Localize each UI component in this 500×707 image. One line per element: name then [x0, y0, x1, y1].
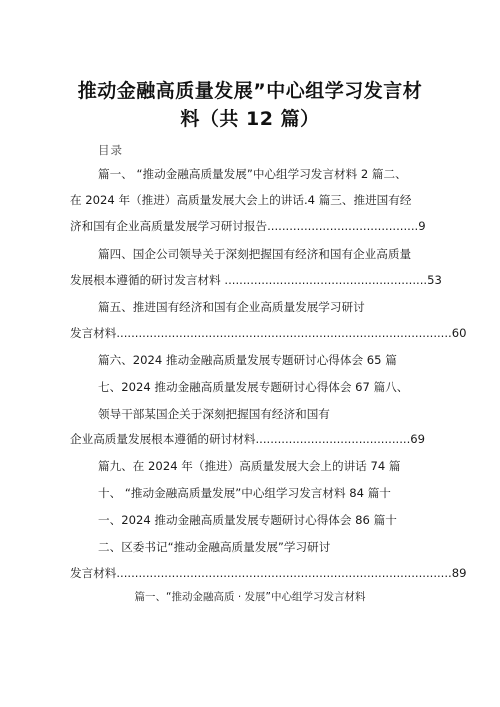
toc-line: 篇九、在 2024 年（推进）高质量发展大会上的讲话 74 篇 — [98, 459, 401, 473]
toc-label: 目录 — [98, 143, 123, 157]
toc-line: 七、2024 推动金融高质量发展专题研讨心得体会 67 篇八、 — [98, 380, 409, 394]
section-heading-preview: 篇一、“推动金融高质 · 发展”中心组学习发言材料 — [134, 591, 366, 603]
toc-line: 企业高质量发展根本遵循的研讨材料..........................................69 — [70, 432, 426, 446]
toc-line: 二、区委书记“推动金融高质量发展”学习研讨 — [98, 540, 331, 554]
toc-line: 篇五、推进国有经济和国有企业高质量发展学习研讨 — [98, 300, 365, 314]
toc-line: 领导干部某国企关于深刻把握国有经济和国有 — [98, 407, 330, 421]
toc-line: 发展根本遵循的研讨发言材料 .......................................................53 — [70, 273, 442, 287]
toc-line: 发言材料...........................................................................................89 — [70, 566, 467, 580]
toc-line: 篇四、国企公司领导关于深刻把握国有经济和国有企业高质量 — [98, 247, 412, 261]
toc-line: 十、 “推动金融高质量发展”中心组学习发言材料 84 篇十 — [98, 486, 391, 500]
toc-line: 在 2024 年（推进）高质量发展大会上的讲话.4 篇三、推进国有经 — [70, 193, 412, 207]
toc-line: 济和国有企业高质量发展学习研讨报告.........................................9 — [70, 219, 426, 233]
document-title-line-2: 料（共 12 篇） — [180, 108, 320, 130]
document-title-line-1: 推动金融高质量发展”中心组学习发言材 — [77, 80, 423, 102]
toc-line: 篇六、2024 推动金融高质量发展专题研讨心得体会 65 篇 — [98, 353, 397, 367]
toc-line: 篇一、 “推动金融高质量发展”中心组学习发言材料 2 篇二、 — [98, 167, 407, 181]
toc-line: 一、2024 推动金融高质量发展专题研讨心得体会 86 篇十 — [98, 513, 397, 527]
toc-line: 发言材料...........................................................................................60 — [70, 326, 467, 340]
